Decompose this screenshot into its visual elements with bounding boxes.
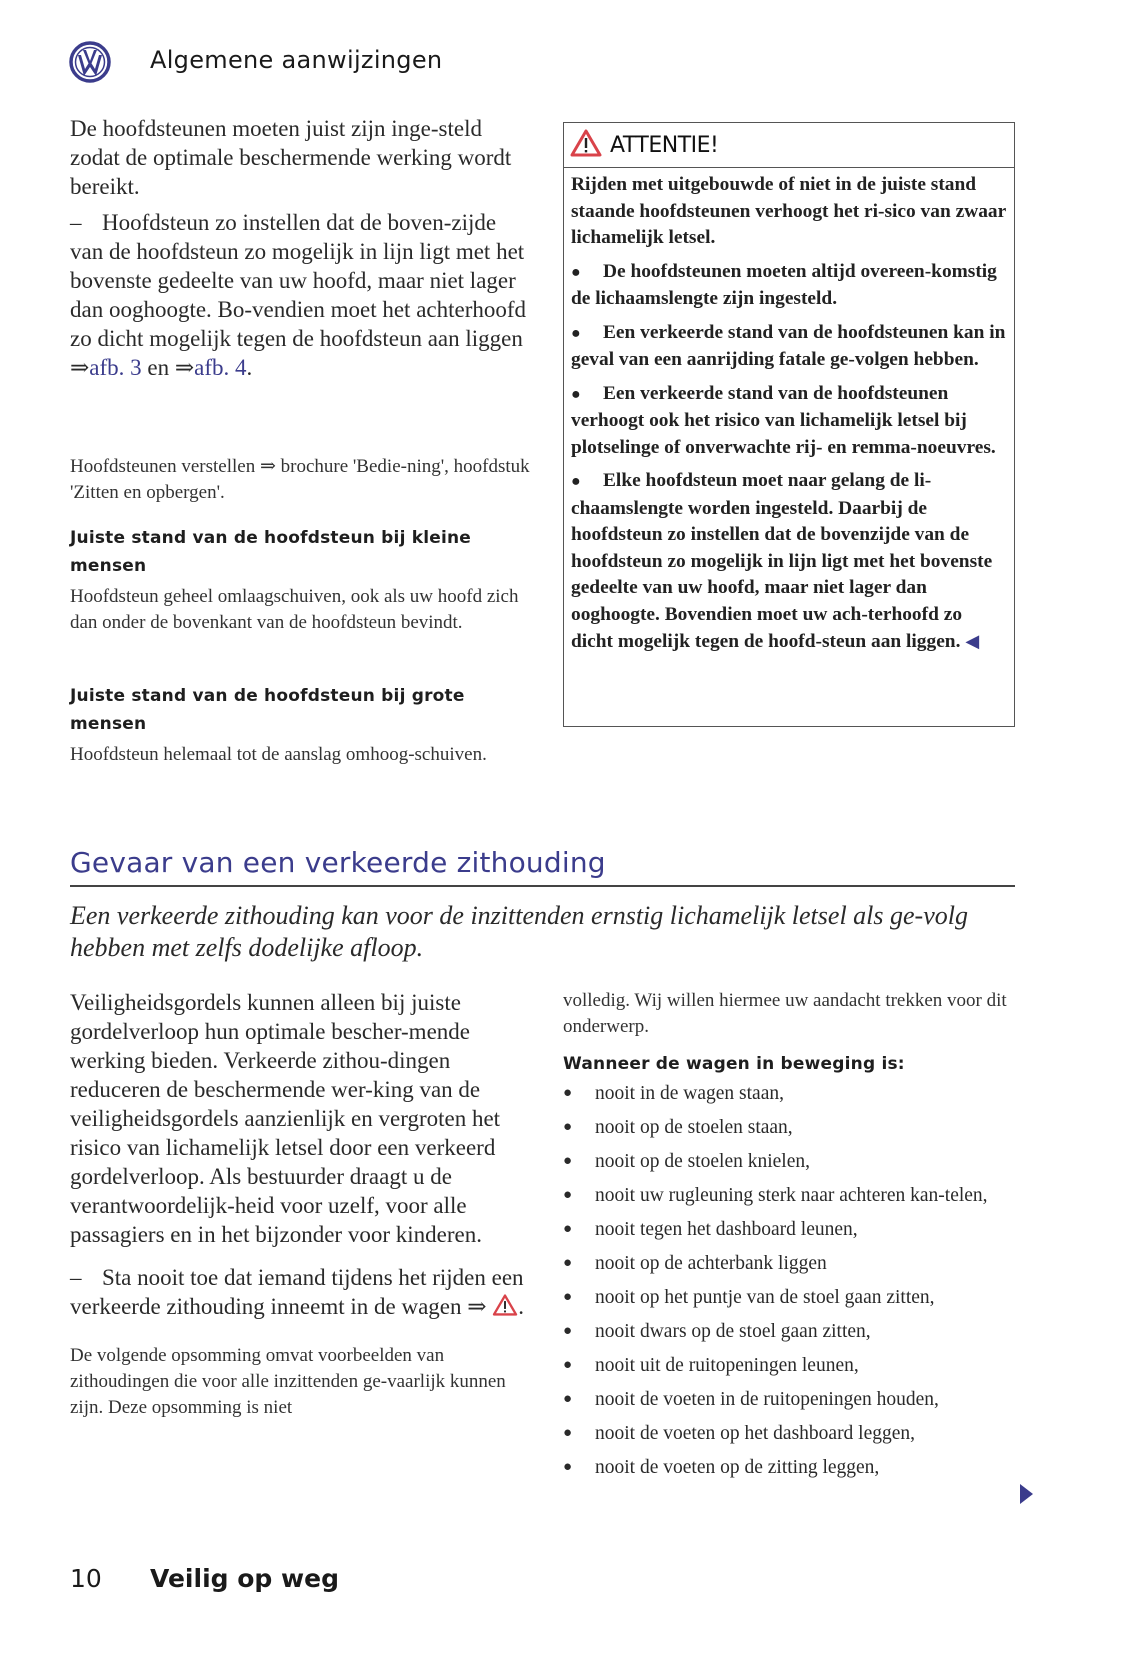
list-item-text: nooit op de achterbank liggen [595, 1253, 827, 1274]
bullet-icon: ● [563, 1085, 573, 1101]
bullet-icon: ● [563, 1153, 573, 1169]
instruction-dash: – [70, 210, 82, 235]
posture-list [563, 1080, 1023, 1481]
list-item-text: nooit de voeten in de ruitopeningen houden, [595, 1389, 939, 1410]
figure-link-4[interactable]: afb. 4 [194, 355, 247, 380]
ref-arrow: ⇒ [70, 355, 90, 380]
list-item [563, 1216, 1023, 1243]
warning-triangle-icon [570, 129, 602, 162]
section-end-icon: ◀ [965, 631, 980, 651]
list-item [563, 1114, 1023, 1141]
list-item-text: nooit op de stoelen staan, [595, 1117, 793, 1138]
ref-and: en [147, 355, 170, 380]
ref-arrow: ⇒ [174, 355, 195, 380]
bullet-icon: ● [563, 1357, 573, 1373]
bullet-icon: ● [563, 1289, 573, 1305]
warning-bullet [571, 320, 1006, 374]
list-item-text: nooit op het puntje van de stoel gaan zitten, [595, 1287, 935, 1308]
section-divider [70, 885, 1015, 887]
warning-bullet-text: Een verkeerde stand van de hoofdsteunen verhoogt ook het risico van lichamelijk letsel bij plotselinge of onverwachte rij- en remma-noeuvres. [571, 382, 996, 458]
section-title: Gevaar van een verkeerde zithouding [70, 846, 606, 879]
section-right-column [563, 988, 1023, 1488]
bullet-icon: ● [571, 473, 581, 490]
instruction-end: . [518, 1294, 525, 1319]
footer-chapter-title: Veilig op weg [150, 1564, 339, 1593]
list-item [563, 1250, 1023, 1277]
list-item-text: nooit dwars op de stoel gaan zitten, [595, 1321, 871, 1342]
list-item-text: nooit uw rugleuning sterk naar achteren kan-telen, [595, 1185, 988, 1206]
list-item-text: nooit de voeten op het dashboard leggen, [595, 1423, 916, 1444]
warning-box-body [564, 168, 1014, 656]
adjust-note: Hoofdsteunen verstellen ⇒ brochure 'Bedie-ning', hoofdstuk 'Zitten en opbergen'. [70, 456, 530, 503]
list-item [563, 1148, 1023, 1175]
bullet-icon: ● [571, 385, 581, 403]
section-left-column [70, 988, 530, 1421]
continued-arrow-icon [1020, 1484, 1033, 1504]
list-item [563, 1352, 1023, 1379]
bullet-icon: ● [563, 1459, 573, 1475]
bullet-icon: ● [571, 324, 581, 342]
seating-instruction [70, 1263, 530, 1321]
seatbelt-paragraph: Veiligheidsgordels kunnen alleen bij juiste gordelverloop hun optimale bescher-mende werking bieden. Verkeerde zithou-dingen reduceren de beschermende wer-king van de veiligheidsgordels aanzienlijk en vergroten het risico van lichamelijk letsel door een verkeerd gordelverloop. Als bestuurder draagt u de verantwoordelijk-heid voor uzelf, voor alle passagiers en in het bijzonder voor kinderen. [70, 990, 501, 1247]
warning-bullet [571, 381, 1006, 462]
warning-bullet-text: Elke hoofdsteun moet naar gelang de li-chaamslengte worden ingesteld. Daarbij de hoofdsteun zo instellen dat de bovenzijde van de hoofdsteun zo mogelijk in lijn ligt met het bovenste gedeelte van uw hoofd, maar niet lager dan ooghoogte. Bovendien moet uw ach-terhoofd zo dicht mogelijk tegen de hoofd-steun aan liggen. [571, 470, 993, 652]
warning-title: ATTENTIE! [610, 132, 719, 158]
instruction-dash: – [70, 1265, 82, 1290]
warning-bullet-text: De hoofdsteunen moeten altijd overeen-komstig de lichaamslengte zijn ingesteld. [571, 260, 997, 309]
instruction-text: Sta nooit toe dat iemand tijdens het rijden een verkeerde zithouding inneemt in de wagen [70, 1265, 524, 1319]
small-people-heading: Juiste stand van de hoofdsteun bij kleine mensen [70, 528, 472, 576]
list-item [563, 1080, 1023, 1107]
bullet-icon: ● [563, 1187, 573, 1203]
section-intro: Een verkeerde zithouding kan voor de inzittenden ernstig lichamelijk letsel als ge-volg hebben met zelfs dodelijke afloop. [70, 901, 968, 962]
bullet-icon: ● [563, 1119, 573, 1135]
ref-arrow: ⇒ [467, 1294, 487, 1319]
instruction-text: Hoofdsteun zo instellen dat de boven-zijde van de hoofdsteun zo mogelijk in lijn ligt met het bovenste gedeelte van uw hoofd, maar niet lager dan ooghoogte. Bo-vendien moet het achterhoofd zo dicht mogelijk tegen de hoofdsteun aan liggen [70, 210, 527, 351]
list-item [563, 1318, 1023, 1345]
warning-box-header [564, 123, 1014, 168]
list-item [563, 1386, 1023, 1413]
list-note: De volgende opsomming omvat voorbeelden van zithoudingen die voor alle inzittenden ge-vaarlijk kunnen zijn. Deze opsomming is niet [70, 1345, 506, 1418]
tall-people-text: Hoofdsteun helemaal tot de aanslag omhoog-schuiven. [70, 744, 487, 765]
vw-logo-icon [69, 41, 111, 83]
warning-ref-icon[interactable] [492, 1294, 518, 1319]
bullet-icon: ● [571, 263, 581, 281]
intro-paragraph: De hoofdsteunen moeten juist zijn inge-steld zodat de optimale beschermende werking wordt bereikt. [70, 116, 512, 199]
tall-people-heading: Juiste stand van de hoofdsteun bij grote mensen [70, 686, 465, 734]
warning-intro: Rijden met uitgebouwde of niet in de juiste stand staande hoofdsteunen verhoogt het ri-sico van zwaar lichamelijk letsel. [571, 174, 1006, 248]
bullet-icon: ● [563, 1425, 573, 1441]
list-item-text: nooit op de stoelen knielen, [595, 1151, 810, 1172]
bullet-icon: ● [563, 1221, 573, 1237]
headrest-intro [70, 114, 530, 201]
warning-box [563, 122, 1015, 727]
warning-bullet [571, 259, 1006, 313]
bullet-icon: ● [563, 1323, 573, 1339]
list-item-text: nooit de voeten op de zitting leggen, [595, 1457, 880, 1478]
warning-bullet [571, 468, 1006, 656]
list-item [563, 1454, 1023, 1481]
page-number: 10 [70, 1564, 102, 1593]
headrest-instruction [70, 208, 530, 382]
list-note-continuation: volledig. Wij willen hiermee uw aandacht trekken voor dit onderwerp. [563, 990, 1007, 1037]
list-item [563, 1182, 1023, 1209]
list-heading: Wanneer de wagen in beweging is: [563, 1054, 905, 1074]
list-item [563, 1284, 1023, 1311]
warning-bullet-text: Een verkeerde stand van de hoofdsteunen kan in geval van een aanrijding fatale ge-volgen hebben. [571, 321, 1006, 370]
list-item-text: nooit tegen het dashboard leunen, [595, 1219, 858, 1240]
list-item [563, 1420, 1023, 1447]
ref-end: . [246, 355, 253, 380]
bullet-icon: ● [563, 1391, 573, 1407]
list-item-text: nooit in de wagen staan, [595, 1083, 784, 1104]
bullet-icon: ● [563, 1255, 573, 1271]
small-people-text: Hoofdsteun geheel omlaagschuiven, ook als uw hoofd zich dan onder de bovenkant van de hoofdsteun bevindt. [70, 586, 519, 633]
figure-link-3[interactable]: afb. 3 [89, 355, 142, 380]
list-item-text: nooit uit de ruitopeningen leunen, [595, 1355, 859, 1376]
chapter-header-title: Algemene aanwijzingen [150, 46, 443, 74]
